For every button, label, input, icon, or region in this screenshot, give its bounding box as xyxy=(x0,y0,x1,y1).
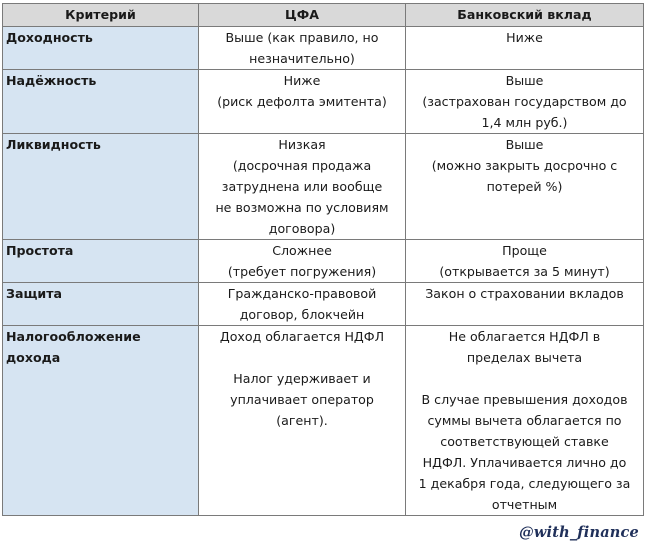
table-row xyxy=(3,326,644,516)
deposit-cell xyxy=(406,326,644,516)
header-cfa: ЦФА xyxy=(199,4,406,27)
cell-line: затруднена или вообще xyxy=(221,179,383,194)
cell-line: Выше (как правило, но xyxy=(225,30,379,45)
cell-line: 1,4 млн руб.) xyxy=(481,115,568,130)
cfa-cell xyxy=(199,70,406,134)
deposit-cell xyxy=(406,134,644,240)
deposit-cell xyxy=(406,27,644,70)
cell-line: Проще xyxy=(502,243,547,258)
cell-line: отчетным xyxy=(491,497,558,512)
cell-line: Ниже xyxy=(506,30,543,45)
cell-line: договора) xyxy=(268,221,336,236)
cell-line: Не облагается НДФЛ в xyxy=(448,329,601,344)
cell-line: Налогообложение xyxy=(6,329,141,344)
cell-line: Ликвидность xyxy=(6,137,101,152)
cell-line: Низкая xyxy=(278,137,326,152)
cell-line: Доход облагается НДФЛ xyxy=(219,329,385,344)
criterion-cell xyxy=(3,326,199,516)
deposit-cell xyxy=(406,283,644,326)
cell-line: Простота xyxy=(6,243,74,258)
cell-line: (досрочная продажа xyxy=(232,158,372,173)
table-row xyxy=(3,134,644,240)
cell-line: Сложнее xyxy=(272,243,332,258)
cell-line: НДФЛ. Уплачивается лично до xyxy=(422,455,627,470)
blank-line xyxy=(202,347,402,368)
cell-line: (можно закрыть досрочно с xyxy=(431,158,618,173)
header-criterion: Критерий xyxy=(3,4,199,27)
cell-line: не возможна по условиям xyxy=(215,200,389,215)
cell-line: (агент). xyxy=(276,413,328,428)
cell-line: суммы вычета облагается по xyxy=(427,413,622,428)
criterion-cell xyxy=(3,240,199,283)
criterion-cell xyxy=(3,27,199,70)
cell-line: дохода xyxy=(6,350,61,365)
header-row xyxy=(3,4,644,27)
cfa-cell xyxy=(199,134,406,240)
cell-line: Закон о страховании вкладов xyxy=(425,286,624,301)
cell-line: Доходность xyxy=(6,30,93,45)
cell-line: уплачивает оператор xyxy=(230,392,374,407)
cell-line: (открывается за 5 минут) xyxy=(439,264,610,279)
cell-line: договор, блокчейн xyxy=(239,307,365,322)
blank-line xyxy=(409,368,640,389)
cell-line: (застрахован государством до xyxy=(422,94,627,109)
cell-line: Выше xyxy=(505,73,544,88)
cell-line: Защита xyxy=(6,286,62,301)
deposit-cell xyxy=(406,240,644,283)
watermark: @with_finance xyxy=(519,524,639,541)
table-row xyxy=(3,70,644,134)
criterion-cell xyxy=(3,283,199,326)
cell-line: потерей %) xyxy=(486,179,563,194)
cell-line: Выше xyxy=(505,137,544,152)
cell-line: (риск дефолта эмитента) xyxy=(217,94,387,109)
cell-line: незначительно) xyxy=(249,51,355,66)
cfa-cell xyxy=(199,240,406,283)
cell-line: Гражданско-правовой xyxy=(227,286,377,301)
cell-line: (требует погружения) xyxy=(227,264,377,279)
cfa-cell xyxy=(199,283,406,326)
cell-line: В случае превышения доходов xyxy=(421,392,628,407)
table-row xyxy=(3,27,644,70)
cell-line: пределах вычета xyxy=(466,350,583,365)
cell-line: Надёжность xyxy=(6,73,97,88)
cell-line: Ниже xyxy=(283,73,321,88)
cell-line: соответствующей ставке xyxy=(440,434,609,449)
cfa-cell xyxy=(199,326,406,516)
cell-line: 1 декабря года, следующего за xyxy=(418,476,631,491)
table-row xyxy=(3,240,644,283)
criterion-cell xyxy=(3,70,199,134)
comparison-table xyxy=(2,3,644,516)
deposit-cell xyxy=(406,70,644,134)
cell-line: Налог удерживает и xyxy=(233,371,371,386)
cfa-cell xyxy=(199,27,406,70)
header-deposit: Банковский вклад xyxy=(406,4,644,27)
table-row xyxy=(3,283,644,326)
criterion-cell xyxy=(3,134,199,240)
